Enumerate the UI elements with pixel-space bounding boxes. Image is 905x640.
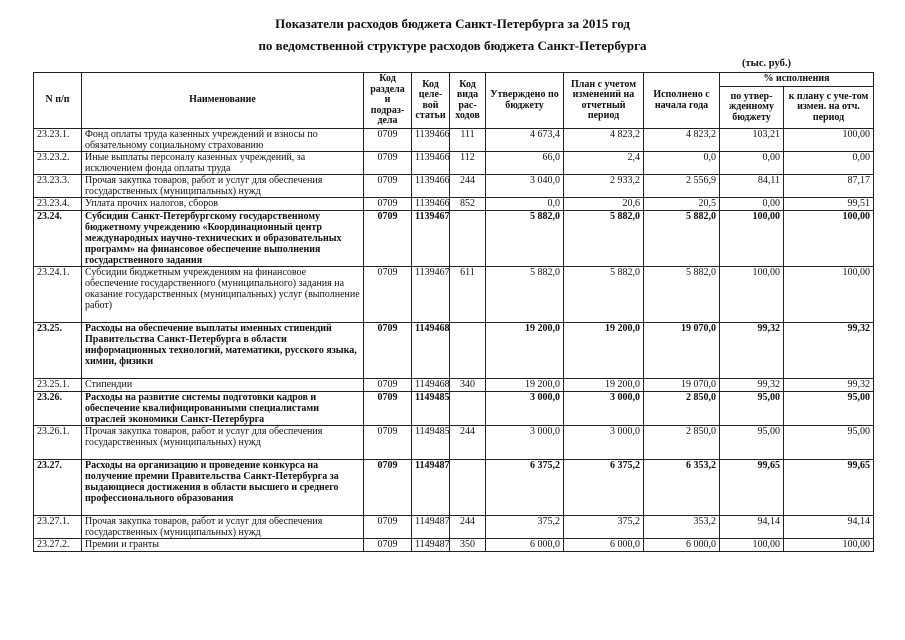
header-pct-plan: к плану с уче-том измен. на отч. период bbox=[784, 87, 874, 129]
header-approved: Утверждено по бюджету bbox=[486, 73, 564, 129]
row-article-code: 1149487 bbox=[412, 539, 450, 552]
row-type-code: 244 bbox=[450, 175, 486, 198]
row-section-code: 0709 bbox=[364, 198, 412, 211]
row-pct-plan: 95,00 bbox=[784, 392, 874, 426]
row-type-code bbox=[450, 323, 486, 379]
row-section-code: 0709 bbox=[364, 426, 412, 460]
row-plan: 5 882,0 bbox=[564, 267, 644, 323]
row-pct-approved: 100,00 bbox=[720, 211, 784, 267]
row-approved: 6 000,0 bbox=[486, 539, 564, 552]
row-plan: 3 000,0 bbox=[564, 426, 644, 460]
row-pct-plan: 100,00 bbox=[784, 539, 874, 552]
row-article-code: 1139467 bbox=[412, 267, 450, 323]
row-article-code: 1149487 bbox=[412, 516, 450, 539]
row-pct-plan: 100,00 bbox=[784, 267, 874, 323]
table-body bbox=[34, 129, 874, 552]
header-pct-approved: по утвер-жденному бюджету bbox=[720, 87, 784, 129]
budget-table bbox=[33, 72, 874, 552]
row-section-code: 0709 bbox=[364, 175, 412, 198]
row-section-code: 0709 bbox=[364, 379, 412, 392]
row-name: Прочая закупка товаров, работ и услуг для обеспечения государственных (муниципальных) нужд bbox=[82, 175, 364, 198]
row-type-code: 852 bbox=[450, 198, 486, 211]
row-executed: 4 823,2 bbox=[644, 129, 720, 152]
row-plan: 3 000,0 bbox=[564, 392, 644, 426]
row-num: 23.23.2. bbox=[34, 152, 82, 175]
table-row bbox=[34, 460, 874, 516]
table-row bbox=[34, 175, 874, 198]
row-plan: 20,6 bbox=[564, 198, 644, 211]
row-pct-plan: 94,14 bbox=[784, 516, 874, 539]
row-executed: 2 556,9 bbox=[644, 175, 720, 198]
document-title-line2: по ведомственной структуре расходов бюджета Санкт-Петербурга bbox=[258, 38, 647, 53]
row-article-code: 1139466 bbox=[412, 129, 450, 152]
row-num: 23.23.4. bbox=[34, 198, 82, 211]
row-executed: 5 882,0 bbox=[644, 211, 720, 267]
row-name: Премии и гранты bbox=[82, 539, 364, 552]
row-name: Фонд оплаты труда казенных учреждений и взносы по обязательному социальному страхованию bbox=[82, 129, 364, 152]
row-article-code: 1139466 bbox=[412, 198, 450, 211]
row-pct-approved: 99,32 bbox=[720, 379, 784, 392]
row-plan: 2 933,2 bbox=[564, 175, 644, 198]
row-type-code bbox=[450, 392, 486, 426]
header-num: N п/п bbox=[34, 73, 82, 129]
row-pct-plan: 100,00 bbox=[784, 211, 874, 267]
table-row bbox=[34, 539, 874, 552]
table-row bbox=[34, 211, 874, 267]
row-pct-plan: 95,00 bbox=[784, 426, 874, 460]
row-num: 23.26.1. bbox=[34, 426, 82, 460]
row-name: Расходы на развитие системы подготовки кадров и обеспечение квалифицированными специалистами отраслей экономики Санкт-Петербурга bbox=[82, 392, 364, 426]
row-pct-plan: 87,17 bbox=[784, 175, 874, 198]
row-type-code: 244 bbox=[450, 516, 486, 539]
header-pct-group: % исполнения bbox=[720, 73, 874, 87]
row-plan: 19 200,0 bbox=[564, 323, 644, 379]
row-plan: 4 823,2 bbox=[564, 129, 644, 152]
row-pct-approved: 0,00 bbox=[720, 152, 784, 175]
row-approved: 3 000,0 bbox=[486, 392, 564, 426]
row-type-code: 350 bbox=[450, 539, 486, 552]
row-plan: 19 200,0 bbox=[564, 379, 644, 392]
row-num: 23.24. bbox=[34, 211, 82, 267]
units-label: (тыс. руб.) bbox=[742, 58, 791, 69]
row-section-code: 0709 bbox=[364, 129, 412, 152]
row-pct-approved: 94,14 bbox=[720, 516, 784, 539]
row-num: 23.27. bbox=[34, 460, 82, 516]
row-num: 23.25.1. bbox=[34, 379, 82, 392]
row-executed: 19 070,0 bbox=[644, 323, 720, 379]
table-row bbox=[34, 152, 874, 175]
row-num: 23.26. bbox=[34, 392, 82, 426]
row-pct-approved: 95,00 bbox=[720, 426, 784, 460]
table-row bbox=[34, 392, 874, 426]
row-article-code: 1149485 bbox=[412, 392, 450, 426]
row-executed: 6 000,0 bbox=[644, 539, 720, 552]
row-pct-plan: 99,51 bbox=[784, 198, 874, 211]
row-pct-plan: 99,32 bbox=[784, 323, 874, 379]
row-section-code: 0709 bbox=[364, 267, 412, 323]
header-article-code: Код целе-вой статьи bbox=[412, 73, 450, 129]
row-executed: 6 353,2 bbox=[644, 460, 720, 516]
row-name: Уплата прочих налогов, сборов bbox=[82, 198, 364, 211]
row-type-code bbox=[450, 211, 486, 267]
row-pct-plan: 0,00 bbox=[784, 152, 874, 175]
row-type-code: 244 bbox=[450, 426, 486, 460]
row-article-code: 1139466 bbox=[412, 175, 450, 198]
row-executed: 20,5 bbox=[644, 198, 720, 211]
row-plan: 375,2 bbox=[564, 516, 644, 539]
table-row bbox=[34, 516, 874, 539]
table-row bbox=[34, 426, 874, 460]
row-section-code: 0709 bbox=[364, 323, 412, 379]
row-num: 23.25. bbox=[34, 323, 82, 379]
row-pct-plan: 100,00 bbox=[784, 129, 874, 152]
row-article-code: 1139466 bbox=[412, 152, 450, 175]
row-approved: 6 375,2 bbox=[486, 460, 564, 516]
row-plan: 6 375,2 bbox=[564, 460, 644, 516]
row-section-code: 0709 bbox=[364, 516, 412, 539]
header-name: Наименование bbox=[82, 73, 364, 129]
row-pct-approved: 84,11 bbox=[720, 175, 784, 198]
row-pct-approved: 100,00 bbox=[720, 267, 784, 323]
row-section-code: 0709 bbox=[364, 539, 412, 552]
table-row bbox=[34, 198, 874, 211]
row-executed: 5 882,0 bbox=[644, 267, 720, 323]
row-article-code: 1149487 bbox=[412, 460, 450, 516]
row-plan: 6 000,0 bbox=[564, 539, 644, 552]
row-pct-approved: 99,65 bbox=[720, 460, 784, 516]
row-num: 23.23.1. bbox=[34, 129, 82, 152]
row-name: Прочая закупка товаров, работ и услуг для обеспечения государственных (муниципальных) нужд bbox=[82, 426, 364, 460]
row-name: Расходы на обеспечение выплаты именных стипендий Правительства Санкт-Петербурга в области информационных технологий, математики, русского языка, химии, физики bbox=[82, 323, 364, 379]
row-pct-plan: 99,65 bbox=[784, 460, 874, 516]
row-name: Субсидии Санкт-Петербургскому государственному бюджетному учреждению «Координационный центр международных научно-технических и образовательных программ» на финансовое обеспечение выполнения государственного задания bbox=[82, 211, 364, 267]
row-approved: 0,0 bbox=[486, 198, 564, 211]
row-plan: 2,4 bbox=[564, 152, 644, 175]
header-section-code: Код раздела и подраз-дела bbox=[364, 73, 412, 129]
row-article-code: 1149485 bbox=[412, 426, 450, 460]
row-plan: 5 882,0 bbox=[564, 211, 644, 267]
row-num: 23.24.1. bbox=[34, 267, 82, 323]
row-executed: 19 070,0 bbox=[644, 379, 720, 392]
row-pct-approved: 0,00 bbox=[720, 198, 784, 211]
row-pct-approved: 95,00 bbox=[720, 392, 784, 426]
row-section-code: 0709 bbox=[364, 211, 412, 267]
table-row bbox=[34, 267, 874, 323]
row-article-code: 1139467 bbox=[412, 211, 450, 267]
row-article-code: 1149468 bbox=[412, 323, 450, 379]
row-executed: 353,2 bbox=[644, 516, 720, 539]
row-pct-approved: 99,32 bbox=[720, 323, 784, 379]
row-num: 23.27.2. bbox=[34, 539, 82, 552]
row-pct-approved: 100,00 bbox=[720, 539, 784, 552]
row-name: Прочая закупка товаров, работ и услуг для обеспечения государственных (муниципальных) нужд bbox=[82, 516, 364, 539]
row-name: Стипендии bbox=[82, 379, 364, 392]
row-approved: 5 882,0 bbox=[486, 211, 564, 267]
table-row bbox=[34, 323, 874, 379]
row-type-code: 611 bbox=[450, 267, 486, 323]
row-executed: 2 850,0 bbox=[644, 426, 720, 460]
row-approved: 5 882,0 bbox=[486, 267, 564, 323]
row-type-code bbox=[450, 460, 486, 516]
row-pct-approved: 103,21 bbox=[720, 129, 784, 152]
row-type-code: 340 bbox=[450, 379, 486, 392]
row-approved: 3 040,0 bbox=[486, 175, 564, 198]
row-executed: 2 850,0 bbox=[644, 392, 720, 426]
header-plan: План с учетом изменений на отчетный период bbox=[564, 73, 644, 129]
row-approved: 375,2 bbox=[486, 516, 564, 539]
row-article-code: 1149468 bbox=[412, 379, 450, 392]
document-title-line1: Показатели расходов бюджета Санкт-Петербурга за 2015 год bbox=[275, 16, 630, 31]
table-row bbox=[34, 379, 874, 392]
row-section-code: 0709 bbox=[364, 392, 412, 426]
row-num: 23.23.3. bbox=[34, 175, 82, 198]
row-name: Расходы на организацию и проведение конкурса на получение премии Правительства Санкт-Петербурга за выдающиеся достижения в области высшего и среднего профессионального образования bbox=[82, 460, 364, 516]
row-type-code: 112 bbox=[450, 152, 486, 175]
row-approved: 4 673,4 bbox=[486, 129, 564, 152]
row-section-code: 0709 bbox=[364, 460, 412, 516]
row-pct-plan: 99,32 bbox=[784, 379, 874, 392]
row-name: Иные выплаты персоналу казенных учреждений, за исключением фонда оплаты труда bbox=[82, 152, 364, 175]
row-type-code: 111 bbox=[450, 129, 486, 152]
header-type-code: Код вида рас-ходов bbox=[450, 73, 486, 129]
header-executed: Исполнено с начала года bbox=[644, 73, 720, 129]
row-approved: 3 000,0 bbox=[486, 426, 564, 460]
row-executed: 0,0 bbox=[644, 152, 720, 175]
row-num: 23.27.1. bbox=[34, 516, 82, 539]
row-name: Субсидии бюджетным учреждениям на финансовое обеспечение государственного (муниципального) задания на оказание государственных (муниципальных) услуг (выполнение работ) bbox=[82, 267, 364, 323]
row-approved: 19 200,0 bbox=[486, 323, 564, 379]
row-approved: 19 200,0 bbox=[486, 379, 564, 392]
table-row bbox=[34, 129, 874, 152]
row-approved: 66,0 bbox=[486, 152, 564, 175]
row-section-code: 0709 bbox=[364, 152, 412, 175]
